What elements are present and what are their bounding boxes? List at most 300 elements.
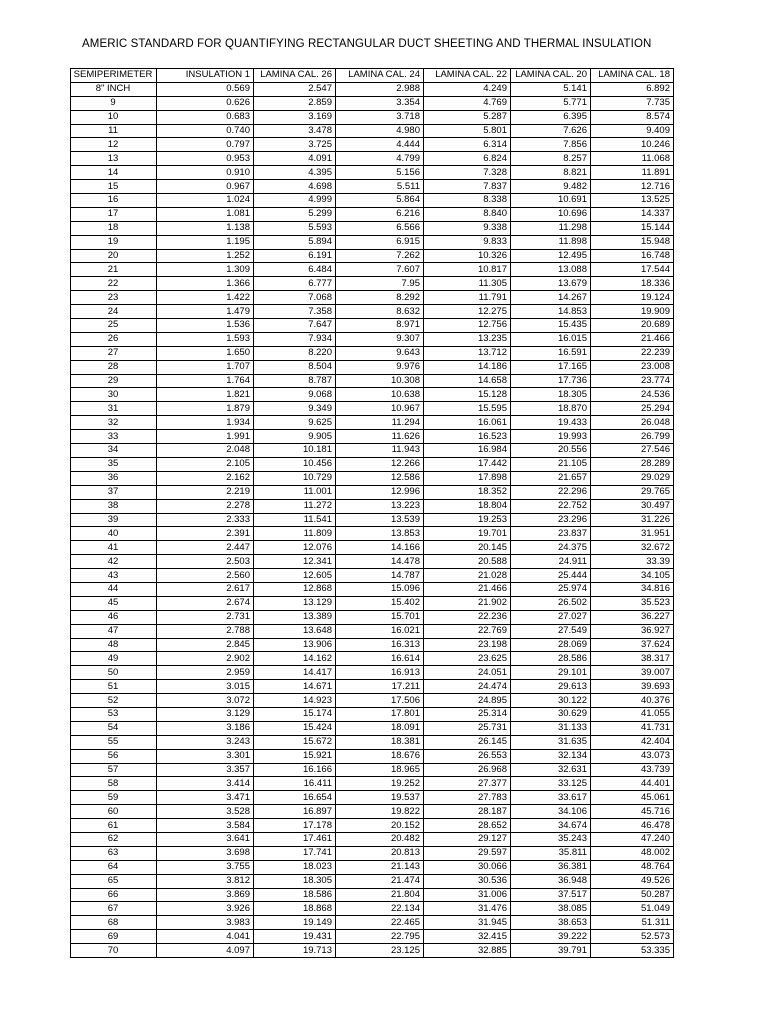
cell-insulation-1: 1.366 xyxy=(157,277,254,291)
cell-insulation-1: 2.845 xyxy=(157,638,254,652)
table-row xyxy=(71,777,674,791)
cell-insulation-1: 1.309 xyxy=(157,263,254,277)
cell-lamina-cal-20: 6.395 xyxy=(511,110,591,124)
cell-lamina-cal-24: 4.980 xyxy=(336,124,424,138)
cell-lamina-cal-26: 16.411 xyxy=(254,777,336,791)
cell-insulation-1: 4.041 xyxy=(157,930,254,944)
cell-lamina-cal-26: 18.023 xyxy=(254,860,336,874)
cell-lamina-cal-18: 12.716 xyxy=(591,180,674,194)
table-row xyxy=(71,735,674,749)
cell-lamina-cal-22: 19.253 xyxy=(424,513,511,527)
table-row xyxy=(71,444,674,458)
cell-lamina-cal-20: 16.591 xyxy=(511,346,591,360)
cell-lamina-cal-22: 26.968 xyxy=(424,763,511,777)
table-row xyxy=(71,596,674,610)
cell-lamina-cal-24: 13.853 xyxy=(336,527,424,541)
cell-lamina-cal-22: 16.523 xyxy=(424,430,511,444)
cell-lamina-cal-18: 7.735 xyxy=(591,96,674,110)
cell-lamina-cal-22: 21.466 xyxy=(424,582,511,596)
cell-semiperimeter: 10 xyxy=(71,110,157,124)
cell-insulation-1: 1.024 xyxy=(157,194,254,208)
cell-lamina-cal-20: 13.088 xyxy=(511,263,591,277)
cell-lamina-cal-22: 6.824 xyxy=(424,152,511,166)
cell-lamina-cal-24: 18.381 xyxy=(336,735,424,749)
cell-lamina-cal-26: 9.625 xyxy=(254,416,336,430)
table-row xyxy=(71,763,674,777)
table-row xyxy=(71,471,674,485)
cell-lamina-cal-18: 45.061 xyxy=(591,791,674,805)
cell-lamina-cal-20: 9.482 xyxy=(511,180,591,194)
cell-lamina-cal-18: 23.008 xyxy=(591,360,674,374)
cell-lamina-cal-26: 5.593 xyxy=(254,221,336,235)
cell-lamina-cal-26: 5.894 xyxy=(254,235,336,249)
cell-lamina-cal-20: 22.296 xyxy=(511,485,591,499)
cell-lamina-cal-18: 47.240 xyxy=(591,832,674,846)
cell-lamina-cal-18: 36.227 xyxy=(591,610,674,624)
cell-lamina-cal-24: 12.266 xyxy=(336,457,424,471)
cell-lamina-cal-22: 24.051 xyxy=(424,666,511,680)
table-row xyxy=(71,666,674,680)
cell-lamina-cal-26: 10.181 xyxy=(254,444,336,458)
cell-lamina-cal-24: 22.134 xyxy=(336,902,424,916)
cell-lamina-cal-22: 32.415 xyxy=(424,930,511,944)
cell-lamina-cal-26: 8.504 xyxy=(254,360,336,374)
table-row xyxy=(71,513,674,527)
cell-lamina-cal-18: 17.544 xyxy=(591,263,674,277)
cell-lamina-cal-24: 6.216 xyxy=(336,207,424,221)
cell-insulation-1: 0.910 xyxy=(157,166,254,180)
table-row xyxy=(71,221,674,235)
cell-lamina-cal-18: 21.466 xyxy=(591,332,674,346)
cell-lamina-cal-24: 6.566 xyxy=(336,221,424,235)
cell-semiperimeter: 13 xyxy=(71,152,157,166)
cell-lamina-cal-20: 35.811 xyxy=(511,846,591,860)
cell-lamina-cal-26: 14.923 xyxy=(254,694,336,708)
cell-lamina-cal-22: 14.658 xyxy=(424,374,511,388)
cell-lamina-cal-18: 52.573 xyxy=(591,930,674,944)
cell-semiperimeter: 60 xyxy=(71,805,157,819)
cell-lamina-cal-24: 7.607 xyxy=(336,263,424,277)
cell-semiperimeter: 53 xyxy=(71,707,157,721)
cell-lamina-cal-24: 19.822 xyxy=(336,805,424,819)
cell-lamina-cal-18: 14.337 xyxy=(591,207,674,221)
table-row xyxy=(71,138,674,152)
cell-lamina-cal-22: 31.476 xyxy=(424,902,511,916)
cell-lamina-cal-24: 9.643 xyxy=(336,346,424,360)
cell-lamina-cal-20: 23.296 xyxy=(511,513,591,527)
table-row xyxy=(71,527,674,541)
cell-lamina-cal-24: 19.252 xyxy=(336,777,424,791)
table-row xyxy=(71,846,674,860)
cell-lamina-cal-18: 43.739 xyxy=(591,763,674,777)
cell-semiperimeter: 32 xyxy=(71,416,157,430)
cell-lamina-cal-22: 28.187 xyxy=(424,805,511,819)
cell-semiperimeter: 69 xyxy=(71,930,157,944)
cell-lamina-cal-22: 24.895 xyxy=(424,694,511,708)
table-row xyxy=(71,874,674,888)
cell-lamina-cal-24: 13.539 xyxy=(336,513,424,527)
cell-lamina-cal-22: 29.597 xyxy=(424,846,511,860)
cell-lamina-cal-20: 14.267 xyxy=(511,291,591,305)
cell-lamina-cal-18: 34.105 xyxy=(591,569,674,583)
table-row xyxy=(71,805,674,819)
cell-insulation-1: 1.536 xyxy=(157,319,254,333)
cell-semiperimeter: 15 xyxy=(71,180,157,194)
page-title: AMERIC STANDARD FOR QUANTIFYING RECTANGULAR DUCT SHEETING AND THERMAL INSULATION xyxy=(82,38,652,50)
cell-insulation-1: 3.357 xyxy=(157,763,254,777)
cell-semiperimeter: 46 xyxy=(71,610,157,624)
table-row xyxy=(71,930,674,944)
cell-lamina-cal-26: 6.777 xyxy=(254,277,336,291)
cell-lamina-cal-18: 48.002 xyxy=(591,846,674,860)
cell-lamina-cal-18: 26.799 xyxy=(591,430,674,444)
table-row xyxy=(71,944,674,958)
cell-insulation-1: 1.081 xyxy=(157,207,254,221)
cell-lamina-cal-22: 8.338 xyxy=(424,194,511,208)
cell-insulation-1: 0.967 xyxy=(157,180,254,194)
cell-lamina-cal-18: 11.068 xyxy=(591,152,674,166)
table-row xyxy=(71,416,674,430)
cell-lamina-cal-18: 41.055 xyxy=(591,707,674,721)
cell-lamina-cal-20: 15.435 xyxy=(511,319,591,333)
cell-lamina-cal-20: 26.502 xyxy=(511,596,591,610)
cell-insulation-1: 3.869 xyxy=(157,888,254,902)
cell-semiperimeter: 64 xyxy=(71,860,157,874)
cell-lamina-cal-24: 16.913 xyxy=(336,666,424,680)
cell-lamina-cal-24: 5.511 xyxy=(336,180,424,194)
table-row xyxy=(71,360,674,374)
cell-lamina-cal-18: 15.144 xyxy=(591,221,674,235)
cell-lamina-cal-18: 24.536 xyxy=(591,388,674,402)
cell-lamina-cal-20: 23.837 xyxy=(511,527,591,541)
cell-lamina-cal-18: 35.523 xyxy=(591,596,674,610)
cell-lamina-cal-24: 14.478 xyxy=(336,555,424,569)
table-row xyxy=(71,207,674,221)
cell-insulation-1: 3.072 xyxy=(157,694,254,708)
cell-insulation-1: 2.278 xyxy=(157,499,254,513)
cell-lamina-cal-18: 9.409 xyxy=(591,124,674,138)
cell-lamina-cal-26: 9.349 xyxy=(254,402,336,416)
cell-lamina-cal-22: 10.817 xyxy=(424,263,511,277)
cell-semiperimeter: 14 xyxy=(71,166,157,180)
cell-lamina-cal-22: 5.801 xyxy=(424,124,511,138)
cell-lamina-cal-18: 23.774 xyxy=(591,374,674,388)
cell-lamina-cal-22: 5.287 xyxy=(424,110,511,124)
cell-lamina-cal-20: 19.993 xyxy=(511,430,591,444)
cell-lamina-cal-26: 11.001 xyxy=(254,485,336,499)
table-row xyxy=(71,277,674,291)
cell-lamina-cal-18: 22.239 xyxy=(591,346,674,360)
cell-lamina-cal-22: 21.902 xyxy=(424,596,511,610)
cell-semiperimeter: 30 xyxy=(71,388,157,402)
cell-semiperimeter: 62 xyxy=(71,832,157,846)
cell-lamina-cal-24: 18.091 xyxy=(336,721,424,735)
cell-lamina-cal-22: 17.442 xyxy=(424,457,511,471)
cell-lamina-cal-24: 9.307 xyxy=(336,332,424,346)
cell-lamina-cal-22: 25.314 xyxy=(424,707,511,721)
cell-lamina-cal-26: 19.149 xyxy=(254,916,336,930)
cell-semiperimeter: 9 xyxy=(71,96,157,110)
header-semiperimeter: SEMIPERIMETER xyxy=(71,69,157,83)
cell-semiperimeter: 28 xyxy=(71,360,157,374)
cell-insulation-1: 1.707 xyxy=(157,360,254,374)
header-insulation-1: INSULATION 1 xyxy=(157,69,254,83)
cell-lamina-cal-22: 22.769 xyxy=(424,624,511,638)
cell-insulation-1: 3.812 xyxy=(157,874,254,888)
cell-lamina-cal-22: 31.006 xyxy=(424,888,511,902)
cell-insulation-1: 3.129 xyxy=(157,707,254,721)
cell-insulation-1: 2.391 xyxy=(157,527,254,541)
cell-lamina-cal-20: 32.134 xyxy=(511,749,591,763)
cell-lamina-cal-22: 11.791 xyxy=(424,291,511,305)
cell-lamina-cal-26: 11.541 xyxy=(254,513,336,527)
header-lamina-cal-18: LAMINA CAL. 18 xyxy=(591,69,674,83)
cell-lamina-cal-24: 7.95 xyxy=(336,277,424,291)
cell-lamina-cal-22: 7.328 xyxy=(424,166,511,180)
cell-lamina-cal-24: 22.465 xyxy=(336,916,424,930)
cell-lamina-cal-20: 11.898 xyxy=(511,235,591,249)
cell-lamina-cal-20: 32.631 xyxy=(511,763,591,777)
cell-lamina-cal-26: 5.299 xyxy=(254,207,336,221)
cell-lamina-cal-20: 12.495 xyxy=(511,249,591,263)
cell-lamina-cal-26: 14.417 xyxy=(254,666,336,680)
cell-lamina-cal-24: 5.156 xyxy=(336,166,424,180)
cell-semiperimeter: 16 xyxy=(71,194,157,208)
cell-insulation-1: 3.641 xyxy=(157,832,254,846)
cell-lamina-cal-18: 41.731 xyxy=(591,721,674,735)
cell-lamina-cal-22: 15.595 xyxy=(424,402,511,416)
cell-lamina-cal-20: 30.122 xyxy=(511,694,591,708)
cell-semiperimeter: 37 xyxy=(71,485,157,499)
cell-lamina-cal-26: 13.389 xyxy=(254,610,336,624)
table-row xyxy=(71,249,674,263)
cell-lamina-cal-26: 18.868 xyxy=(254,902,336,916)
cell-lamina-cal-24: 21.804 xyxy=(336,888,424,902)
cell-lamina-cal-20: 29.613 xyxy=(511,680,591,694)
cell-lamina-cal-26: 10.456 xyxy=(254,457,336,471)
cell-lamina-cal-26: 6.191 xyxy=(254,249,336,263)
cell-lamina-cal-24: 21.474 xyxy=(336,874,424,888)
cell-lamina-cal-20: 31.133 xyxy=(511,721,591,735)
cell-lamina-cal-24: 3.354 xyxy=(336,96,424,110)
cell-insulation-1: 1.138 xyxy=(157,221,254,235)
cell-lamina-cal-18: 30.497 xyxy=(591,499,674,513)
cell-insulation-1: 3.584 xyxy=(157,819,254,833)
cell-semiperimeter: 27 xyxy=(71,346,157,360)
cell-lamina-cal-26: 18.586 xyxy=(254,888,336,902)
cell-semiperimeter: 51 xyxy=(71,680,157,694)
cell-lamina-cal-24: 9.976 xyxy=(336,360,424,374)
cell-lamina-cal-18: 42.404 xyxy=(591,735,674,749)
cell-lamina-cal-18: 26.048 xyxy=(591,416,674,430)
cell-lamina-cal-22: 24.474 xyxy=(424,680,511,694)
cell-lamina-cal-18: 18.336 xyxy=(591,277,674,291)
table-row xyxy=(71,96,674,110)
cell-lamina-cal-26: 8.787 xyxy=(254,374,336,388)
cell-lamina-cal-26: 15.672 xyxy=(254,735,336,749)
cell-lamina-cal-20: 5.141 xyxy=(511,82,591,96)
cell-insulation-1: 3.186 xyxy=(157,721,254,735)
cell-semiperimeter: 61 xyxy=(71,819,157,833)
cell-lamina-cal-26: 10.729 xyxy=(254,471,336,485)
cell-lamina-cal-22: 4.769 xyxy=(424,96,511,110)
cell-lamina-cal-26: 17.741 xyxy=(254,846,336,860)
cell-semiperimeter: 39 xyxy=(71,513,157,527)
cell-semiperimeter: 38 xyxy=(71,499,157,513)
table-row xyxy=(71,749,674,763)
cell-insulation-1: 3.015 xyxy=(157,680,254,694)
cell-insulation-1: 1.764 xyxy=(157,374,254,388)
table-row xyxy=(71,305,674,319)
cell-lamina-cal-18: 27.546 xyxy=(591,444,674,458)
cell-semiperimeter: 21 xyxy=(71,263,157,277)
table-row xyxy=(71,721,674,735)
cell-lamina-cal-18: 31.951 xyxy=(591,527,674,541)
cell-lamina-cal-26: 9.905 xyxy=(254,430,336,444)
cell-lamina-cal-24: 17.506 xyxy=(336,694,424,708)
cell-lamina-cal-22: 19.701 xyxy=(424,527,511,541)
cell-lamina-cal-24: 22.795 xyxy=(336,930,424,944)
cell-insulation-1: 1.422 xyxy=(157,291,254,305)
cell-lamina-cal-24: 14.166 xyxy=(336,541,424,555)
cell-insulation-1: 3.926 xyxy=(157,902,254,916)
cell-lamina-cal-20: 7.856 xyxy=(511,138,591,152)
cell-lamina-cal-20: 16.015 xyxy=(511,332,591,346)
cell-lamina-cal-26: 14.162 xyxy=(254,652,336,666)
header-row xyxy=(71,69,674,83)
cell-lamina-cal-24: 23.125 xyxy=(336,944,424,958)
table-row xyxy=(71,860,674,874)
cell-insulation-1: 0.953 xyxy=(157,152,254,166)
cell-insulation-1: 1.879 xyxy=(157,402,254,416)
cell-lamina-cal-18: 49.526 xyxy=(591,874,674,888)
cell-lamina-cal-22: 32.885 xyxy=(424,944,511,958)
cell-semiperimeter: 35 xyxy=(71,457,157,471)
cell-semiperimeter: 26 xyxy=(71,332,157,346)
cell-semiperimeter: 8" INCH xyxy=(71,82,157,96)
cell-insulation-1: 3.983 xyxy=(157,916,254,930)
cell-lamina-cal-22: 15.128 xyxy=(424,388,511,402)
cell-lamina-cal-18: 15.948 xyxy=(591,235,674,249)
header-lamina-cal-24: LAMINA CAL. 24 xyxy=(336,69,424,83)
cell-lamina-cal-26: 7.358 xyxy=(254,305,336,319)
cell-lamina-cal-24: 11.943 xyxy=(336,444,424,458)
cell-lamina-cal-18: 31.226 xyxy=(591,513,674,527)
table-row xyxy=(71,346,674,360)
table-row xyxy=(71,374,674,388)
cell-lamina-cal-26: 4.698 xyxy=(254,180,336,194)
cell-semiperimeter: 47 xyxy=(71,624,157,638)
cell-lamina-cal-24: 13.223 xyxy=(336,499,424,513)
cell-insulation-1: 2.333 xyxy=(157,513,254,527)
cell-semiperimeter: 34 xyxy=(71,444,157,458)
cell-lamina-cal-18: 20.689 xyxy=(591,319,674,333)
cell-insulation-1: 1.252 xyxy=(157,249,254,263)
cell-lamina-cal-24: 16.614 xyxy=(336,652,424,666)
cell-lamina-cal-22: 13.235 xyxy=(424,332,511,346)
cell-lamina-cal-20: 33.125 xyxy=(511,777,591,791)
cell-insulation-1: 4.097 xyxy=(157,944,254,958)
cell-lamina-cal-18: 53.335 xyxy=(591,944,674,958)
cell-lamina-cal-26: 19.713 xyxy=(254,944,336,958)
cell-semiperimeter: 33 xyxy=(71,430,157,444)
cell-lamina-cal-22: 21.028 xyxy=(424,569,511,583)
cell-lamina-cal-26: 14.671 xyxy=(254,680,336,694)
cell-insulation-1: 1.934 xyxy=(157,416,254,430)
cell-lamina-cal-24: 18.676 xyxy=(336,749,424,763)
cell-semiperimeter: 20 xyxy=(71,249,157,263)
table-row xyxy=(71,610,674,624)
cell-lamina-cal-20: 31.635 xyxy=(511,735,591,749)
cell-lamina-cal-20: 28.586 xyxy=(511,652,591,666)
cell-insulation-1: 3.698 xyxy=(157,846,254,860)
cell-lamina-cal-22: 23.625 xyxy=(424,652,511,666)
cell-lamina-cal-18: 29.029 xyxy=(591,471,674,485)
cell-lamina-cal-20: 33.617 xyxy=(511,791,591,805)
cell-lamina-cal-24: 11.294 xyxy=(336,416,424,430)
cell-lamina-cal-22: 18.352 xyxy=(424,485,511,499)
cell-semiperimeter: 70 xyxy=(71,944,157,958)
cell-lamina-cal-22: 20.145 xyxy=(424,541,511,555)
cell-lamina-cal-20: 27.549 xyxy=(511,624,591,638)
cell-lamina-cal-24: 17.211 xyxy=(336,680,424,694)
table-row xyxy=(71,82,674,96)
cell-lamina-cal-24: 15.096 xyxy=(336,582,424,596)
cell-lamina-cal-26: 18.305 xyxy=(254,874,336,888)
cell-lamina-cal-26: 17.461 xyxy=(254,832,336,846)
cell-semiperimeter: 54 xyxy=(71,721,157,735)
cell-lamina-cal-22: 27.783 xyxy=(424,791,511,805)
cell-lamina-cal-22: 10.326 xyxy=(424,249,511,263)
cell-lamina-cal-24: 11.626 xyxy=(336,430,424,444)
cell-lamina-cal-20: 36.381 xyxy=(511,860,591,874)
cell-lamina-cal-24: 20.152 xyxy=(336,819,424,833)
cell-lamina-cal-26: 2.859 xyxy=(254,96,336,110)
cell-lamina-cal-24: 4.444 xyxy=(336,138,424,152)
cell-lamina-cal-18: 33.39 xyxy=(591,555,674,569)
table-row xyxy=(71,152,674,166)
cell-lamina-cal-26: 12.868 xyxy=(254,582,336,596)
cell-lamina-cal-22: 18.804 xyxy=(424,499,511,513)
table-row xyxy=(71,652,674,666)
cell-lamina-cal-20: 20.556 xyxy=(511,444,591,458)
cell-lamina-cal-18: 36.927 xyxy=(591,624,674,638)
cell-lamina-cal-18: 13.525 xyxy=(591,194,674,208)
cell-lamina-cal-26: 3.169 xyxy=(254,110,336,124)
cell-lamina-cal-20: 8.821 xyxy=(511,166,591,180)
cell-lamina-cal-22: 20.588 xyxy=(424,555,511,569)
cell-lamina-cal-24: 8.292 xyxy=(336,291,424,305)
cell-lamina-cal-18: 8.574 xyxy=(591,110,674,124)
cell-lamina-cal-18: 50.287 xyxy=(591,888,674,902)
cell-lamina-cal-20: 7.626 xyxy=(511,124,591,138)
cell-lamina-cal-18: 48.764 xyxy=(591,860,674,874)
cell-lamina-cal-20: 18.305 xyxy=(511,388,591,402)
cell-semiperimeter: 65 xyxy=(71,874,157,888)
cell-lamina-cal-24: 8.971 xyxy=(336,319,424,333)
table-row xyxy=(71,457,674,471)
cell-lamina-cal-20: 14.853 xyxy=(511,305,591,319)
cell-lamina-cal-26: 7.934 xyxy=(254,332,336,346)
cell-semiperimeter: 59 xyxy=(71,791,157,805)
cell-semiperimeter: 66 xyxy=(71,888,157,902)
cell-insulation-1: 2.560 xyxy=(157,569,254,583)
cell-lamina-cal-26: 3.478 xyxy=(254,124,336,138)
cell-insulation-1: 1.821 xyxy=(157,388,254,402)
table-row xyxy=(71,485,674,499)
cell-lamina-cal-20: 17.736 xyxy=(511,374,591,388)
cell-insulation-1: 2.617 xyxy=(157,582,254,596)
